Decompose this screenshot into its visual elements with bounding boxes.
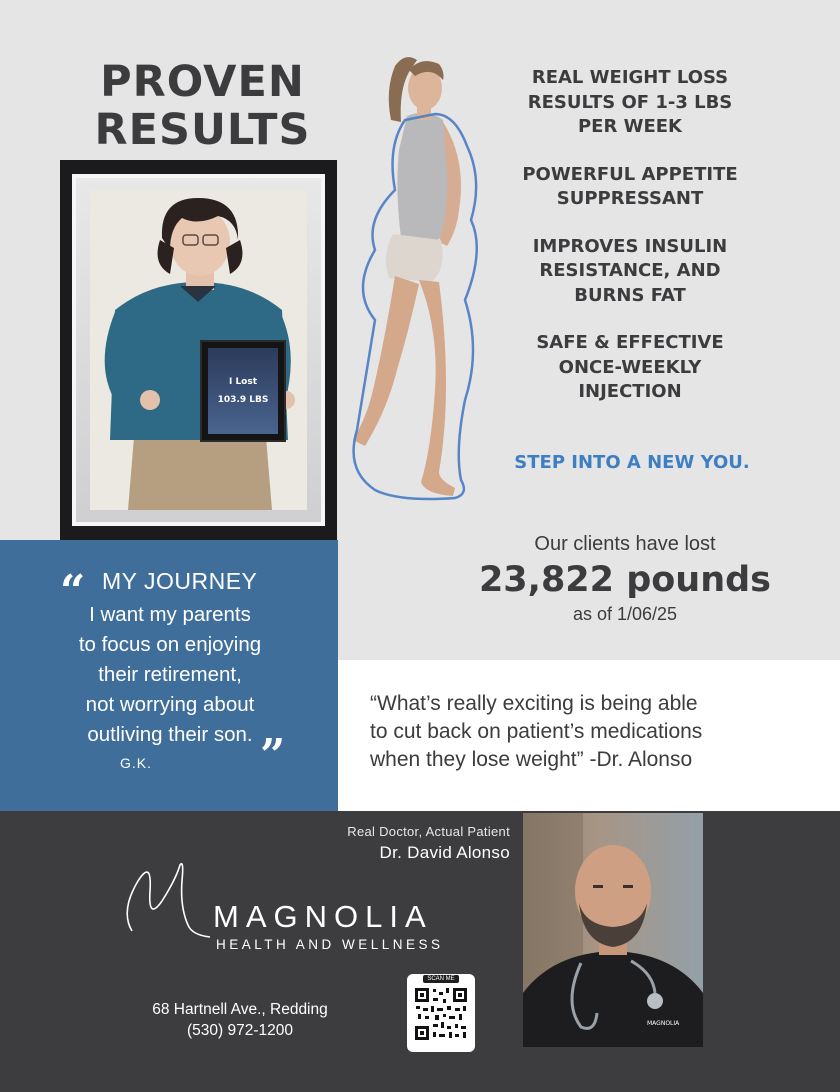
stats-intro: Our clients have lost [534, 533, 716, 555]
stats-date: as of 1/06/25 [572, 604, 678, 624]
logo-name: MAGNOLIA [213, 899, 433, 934]
model-figure [335, 50, 510, 510]
doctor-photo [523, 813, 703, 1047]
journey-title: MY JOURNEY [102, 568, 258, 594]
qr-code[interactable] [407, 974, 475, 1052]
plaque-line-1: I Lost [228, 377, 258, 387]
journey-quote: I want my parents to focus on enjoying their retirement, not worrying about outliving their son. [78, 603, 262, 746]
doctor-illustration [523, 813, 703, 1047]
logo-subtitle: HEALTH AND WELLNESS [216, 937, 444, 952]
headline [60, 58, 345, 154]
plaque-line-2: 103.9 LBS [217, 395, 269, 405]
doctor-credit-name: Dr. David Alonso [379, 843, 510, 862]
address [120, 999, 360, 1041]
qr-code-icon [413, 986, 469, 1042]
qr-label-wrap [407, 967, 475, 985]
tagline: STEP INTO A NEW YOU. [514, 452, 750, 473]
weight-loss-plaque [200, 340, 286, 442]
journey-signature: G.K. [120, 755, 153, 771]
address-street: 68 Hartnell Ave., Redding [152, 1001, 328, 1018]
shirt-logo: MAGNOLIA [647, 1020, 680, 1027]
qr-label: SCAN ME [423, 975, 458, 983]
quote-open-icon: “ [60, 566, 86, 617]
benefit-item: REAL WEIGHT LOSS RESULTS OF 1-3 LBS PER WEEK [527, 67, 733, 137]
benefit-item: POWERFUL APPETITE SUPPRESSANT [522, 163, 738, 209]
stats-total: 23,822 pounds [478, 560, 772, 600]
journey-panel [0, 540, 338, 811]
footer [0, 811, 840, 1092]
weight-loss-stats [470, 530, 780, 626]
headline-line-2: RESULTS [94, 105, 311, 155]
headline-line-1: PROVEN [100, 57, 305, 107]
benefits-list [500, 66, 760, 428]
quote-close-icon: ” [260, 730, 286, 781]
address-phone: (530) 972-1200 [187, 1022, 293, 1039]
patient-photo-frame [60, 160, 337, 540]
doctor-credit-caption: Real Doctor, Actual Patient [347, 824, 510, 839]
plaque-face [208, 348, 278, 434]
doctor-quote-panel [338, 660, 840, 811]
benefit-item: IMPROVES INSULIN RESISTANCE, AND BURNS FAT [532, 235, 728, 306]
magnolia-m-logo [118, 851, 228, 941]
benefit-item: SAFE & EFFECTIVE ONCE-WEEKLY INJECTION [536, 332, 724, 402]
doctor-quote: “What’s really exciting is being able to cut back on patient’s medications when they lose weight” -Dr. Alonso [370, 692, 703, 771]
